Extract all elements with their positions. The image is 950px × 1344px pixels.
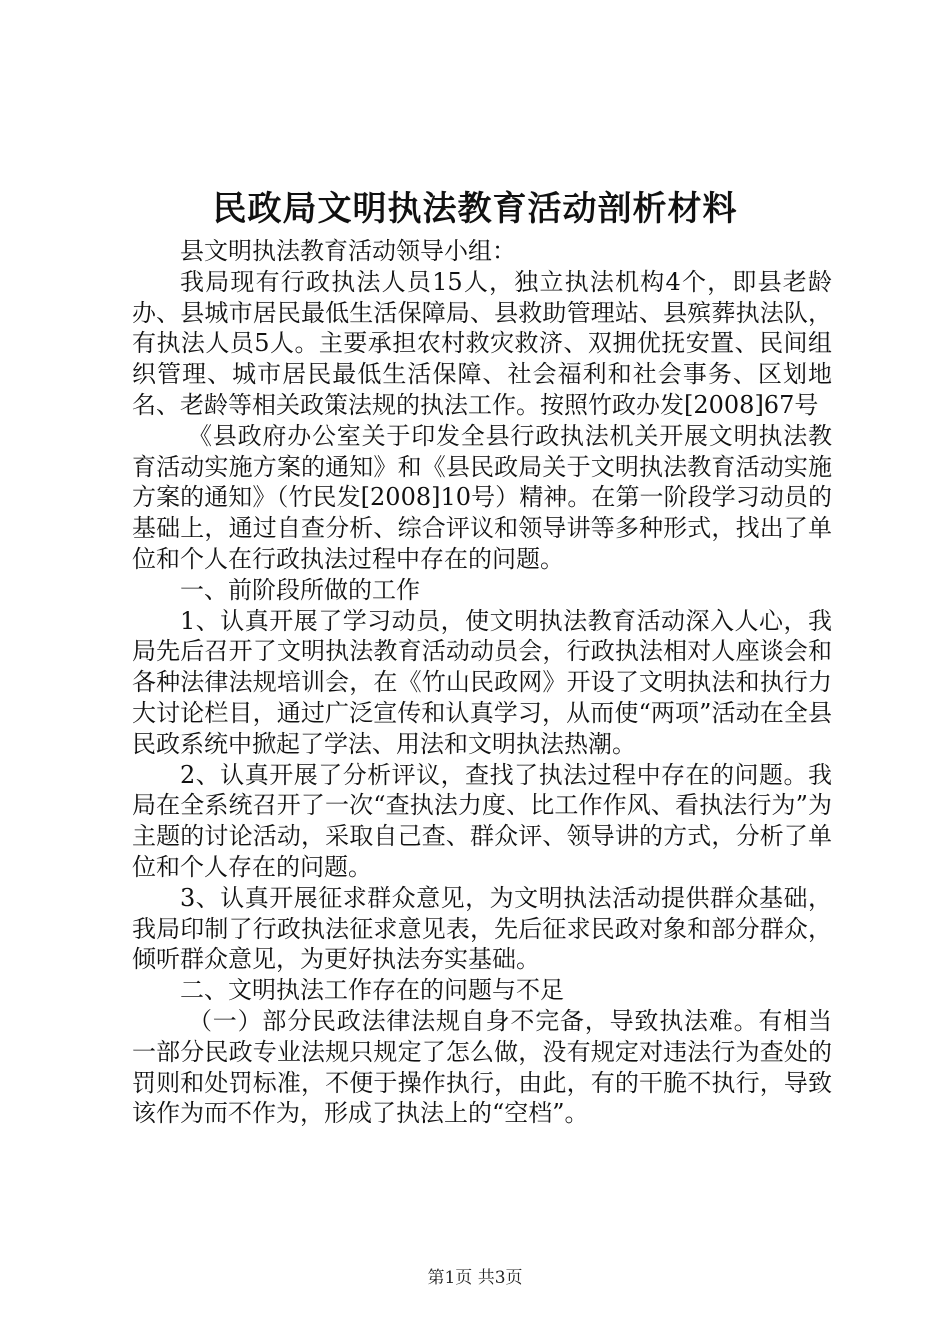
paragraph-problem-1: （一）部分民政法律法规自身不完备，导致执法难。有相当一部分民政专业法规只规定了怎么做，没有规定对违法行为查处的罚则和处罚标准，不便于操作执行，由此，有的干脆不执行，导致该作为而不作为，形成了执法上的“空档”。 — [132, 1006, 832, 1128]
section-heading-1: 一、前阶段所做的工作 — [180, 575, 420, 604]
paragraph-item-3: 3、认真开展征求群众意见，为文明执法活动提供群众基础，我局印制了行政执法征求意见表，先后征求民政对象和部分群众，倾听群众意见，为更好执法夯实基础。 — [132, 883, 832, 974]
paragraph-item-1: 1、认真开展了学习动员，使文明执法教育活动深入人心，我局先后召开了文明执法教育活动动员会，行政执法相对人座谈会和各种法律法规培训会，在《竹山民政网》开设了文明执法和执行力大讨论栏目，通过广泛宣传和认真学习，从而使“两项”活动在全县民政系统中掀起了学法、用法和文明执法热潮。 — [132, 606, 832, 758]
salutation: 县文明执法教育活动领导小组： — [180, 237, 516, 265]
paragraph-item-2: 2、认真开展了分析评议，查找了执法过程中存在的问题。我局在全系统召开了一次“查执法力度、比工作作风、看执法行为”为主题的讨论活动，采取自己查、群众评、领导讲的方式，分析了单位和个人存在的问题。 — [132, 760, 832, 881]
section-heading-2: 二、文明执法工作存在的问题与不足 — [180, 976, 564, 1005]
paragraph-notice: 《县政府办公室关于印发全县行政执法机关开展文明执法教育活动实施方案的通知》和《县民政局关于文明执法教育活动实施方案的通知》（竹民发[2008]10号）精神。在第一阶段学习动员的基础上，通过自查分析、综合评议和领导讲等多种形式，找出了单位和个人在行政执法过程中存在的问题。 — [132, 421, 832, 573]
page-number: 第1页 共3页 — [427, 1268, 523, 1288]
document-body — [132, 236, 832, 1129]
paragraph-intro: 我局现有行政执法人员15人，独立执法机构4个，即县老龄办、县城市居民最低生活保障局、县救助管理站、县殡葬执法队，有执法人员5人。主要承担农村救灾救济、双拥优抚安置、民间组织管理、城市居民最低生活保障、社会福利和社会事务、区划地名、老龄等相关政策法规的执法工作。按照竹政办发[2008]67号 — [132, 267, 832, 419]
document-title: 民政局文明执法教育活动剖析材料 — [212, 189, 738, 229]
